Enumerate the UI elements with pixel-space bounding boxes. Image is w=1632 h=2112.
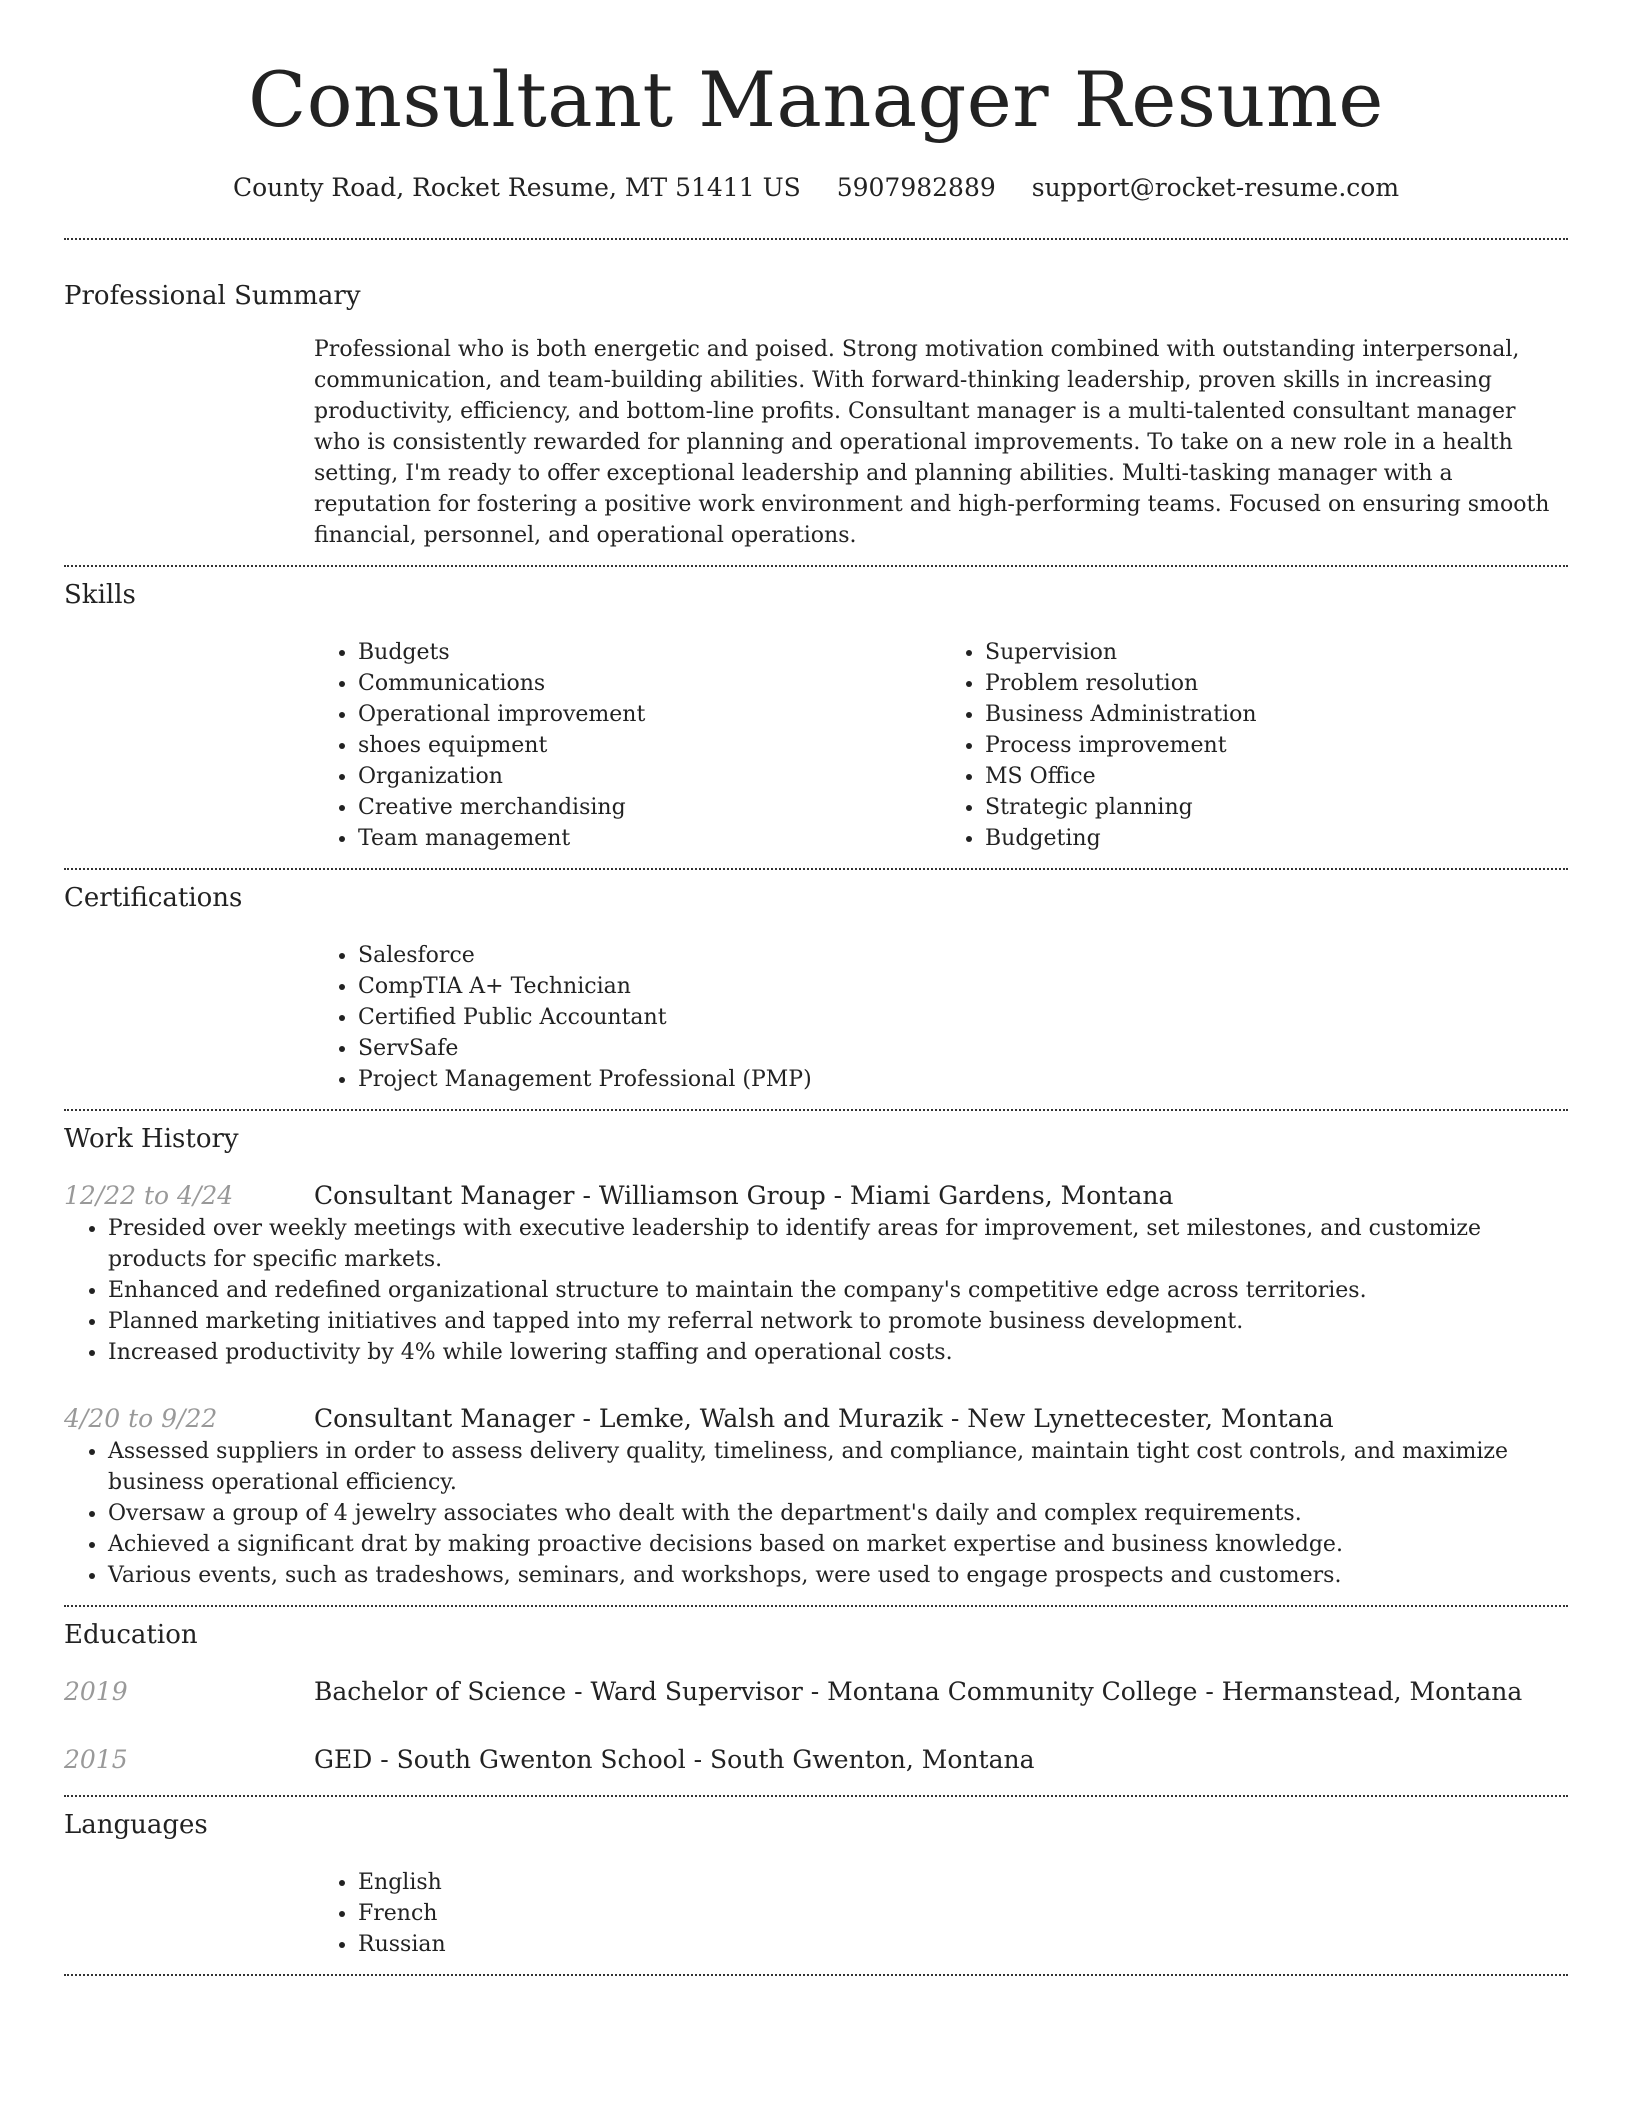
section-languages: [64, 1795, 1568, 1976]
work-bullet: • Various events, such as tradeshows, seminars, and workshops, were used to engage prospects and customers.: [108, 1560, 1568, 1591]
section-title-work: Work History: [64, 1124, 239, 1154]
education-entry-date: 2015: [64, 1745, 128, 1774]
section-title-languages: Languages: [64, 1810, 208, 1840]
contact-line: [0, 172, 1632, 204]
section-certifications: [64, 868, 1568, 1109]
resume-name: Consultant Manager Resume: [248, 55, 1384, 144]
education-entry: [64, 1675, 1568, 1709]
section-title-skills: Skills: [64, 580, 136, 610]
work-entry: [64, 1402, 1568, 1605]
language-item: • English: [358, 1867, 1568, 1898]
work-bullet: • Enhanced and redefined organizational structure to maintain the company's competitive edge across territories.: [108, 1275, 1568, 1306]
skill-item: • MS Office: [985, 761, 1568, 792]
work-bullet: • Increased productivity by 4% while lowering staffing and operational costs.: [108, 1337, 1568, 1368]
skill-item: • Budgeting: [985, 823, 1568, 854]
language-item: • French: [358, 1898, 1568, 1929]
certification-item: • Salesforce: [358, 940, 1568, 971]
section-professional-summary: [64, 238, 1568, 551]
work-bullet: • Presided over weekly meetings with executive leadership to identify areas for improvement, set milestones, and customize products for specific markets.: [108, 1213, 1568, 1275]
education-entry-title: GED - South Gwenton School - South Gwenton, Montana: [314, 1745, 1035, 1774]
skill-item: • Budgets: [358, 637, 941, 668]
section-education: [64, 1605, 1568, 1795]
languages-list: [314, 1867, 1568, 1960]
section-skills: [64, 565, 1568, 868]
skill-item: • Creative merchandising: [358, 792, 941, 823]
language-item: • Russian: [358, 1929, 1568, 1960]
work-entry: [64, 1179, 1568, 1368]
work-entry-bullets: [64, 1213, 1568, 1368]
work-entry-title: Consultant Manager - Williamson Group - Miami Gardens, Montana: [314, 1181, 1174, 1210]
contact-address: County Road, Rocket Resume, MT 51411 US: [232, 173, 801, 202]
skill-item: • Operational improvement: [358, 699, 941, 730]
work-bullet: • Achieved a significant drat by making proactive decisions based on market expertise and business knowledge.: [108, 1529, 1568, 1560]
skill-item: • Communications: [358, 668, 941, 699]
certification-item: • ServSafe: [358, 1033, 1568, 1064]
skill-item: • Process improvement: [985, 730, 1568, 761]
skill-item: • shoes equipment: [358, 730, 941, 761]
certifications-list: [314, 940, 1568, 1095]
resume-header: [0, 0, 1632, 204]
education-entry-date: 2019: [64, 1677, 128, 1706]
section-title-education: Education: [64, 1620, 198, 1650]
work-entry-date: 4/20 to 9/22: [64, 1404, 218, 1433]
skill-item: • Supervision: [985, 637, 1568, 668]
skill-item: • Problem resolution: [985, 668, 1568, 699]
work-entry-title: Consultant Manager - Lemke, Walsh and Murazik - New Lynettecester, Montana: [314, 1404, 1334, 1433]
section-title-summary: Professional Summary: [64, 281, 361, 311]
section-title-certifications: Certifications: [64, 883, 243, 913]
contact-phone: 5907982889: [836, 173, 996, 202]
work-bullet: • Assessed suppliers in order to assess delivery quality, timeliness, and compliance, maintain tight cost controls, and maximize business operational efficiency.: [108, 1436, 1568, 1498]
contact-email: support@rocket-resume.com: [1031, 173, 1400, 202]
work-bullet: • Planned marketing initiatives and tapped into my referral network to promote business development.: [108, 1306, 1568, 1337]
summary-text: Professional who is both energetic and poised. Strong motivation combined with outstanding interpersonal, communication, and team-building abilities. With forward-thinking leadership, proven skills in increasing productivity, efficiency, and bottom-line profits. Consultant manager is a multi-talented consultant manager who is consistently rewarded for planning and operational improvements. To take on a new role in a health setting, I'm ready to offer exceptional leadership and planning abilities. Multi-tasking manager with a reputation for fostering a positive work environment and high-performing teams. Focused on ensuring smooth financial, personnel, and operational operations.: [314, 337, 1550, 548]
work-entry-bullets: [64, 1436, 1568, 1591]
certification-item: • CompTIA A+ Technician: [358, 971, 1568, 1002]
skill-item: • Business Administration: [985, 699, 1568, 730]
education-entry-title: Bachelor of Science - Ward Supervisor - Montana Community College - Hermanstead, Montana: [314, 1677, 1523, 1706]
skills-list-left: [314, 637, 941, 854]
skill-item: • Organization: [358, 761, 941, 792]
education-entry: [64, 1743, 1568, 1795]
skill-item: • Team management: [358, 823, 941, 854]
certification-item: • Certified Public Accountant: [358, 1002, 1568, 1033]
work-bullet: • Oversaw a group of 4 jewelry associates who dealt with the department's daily and complex requirements.: [108, 1498, 1568, 1529]
skills-list-right: [941, 637, 1568, 854]
work-entry-date: 12/22 to 4/24: [64, 1181, 234, 1210]
certification-item: • Project Management Professional (PMP): [358, 1064, 1568, 1095]
skill-item: • Strategic planning: [985, 792, 1568, 823]
section-work-history: [64, 1109, 1568, 1605]
